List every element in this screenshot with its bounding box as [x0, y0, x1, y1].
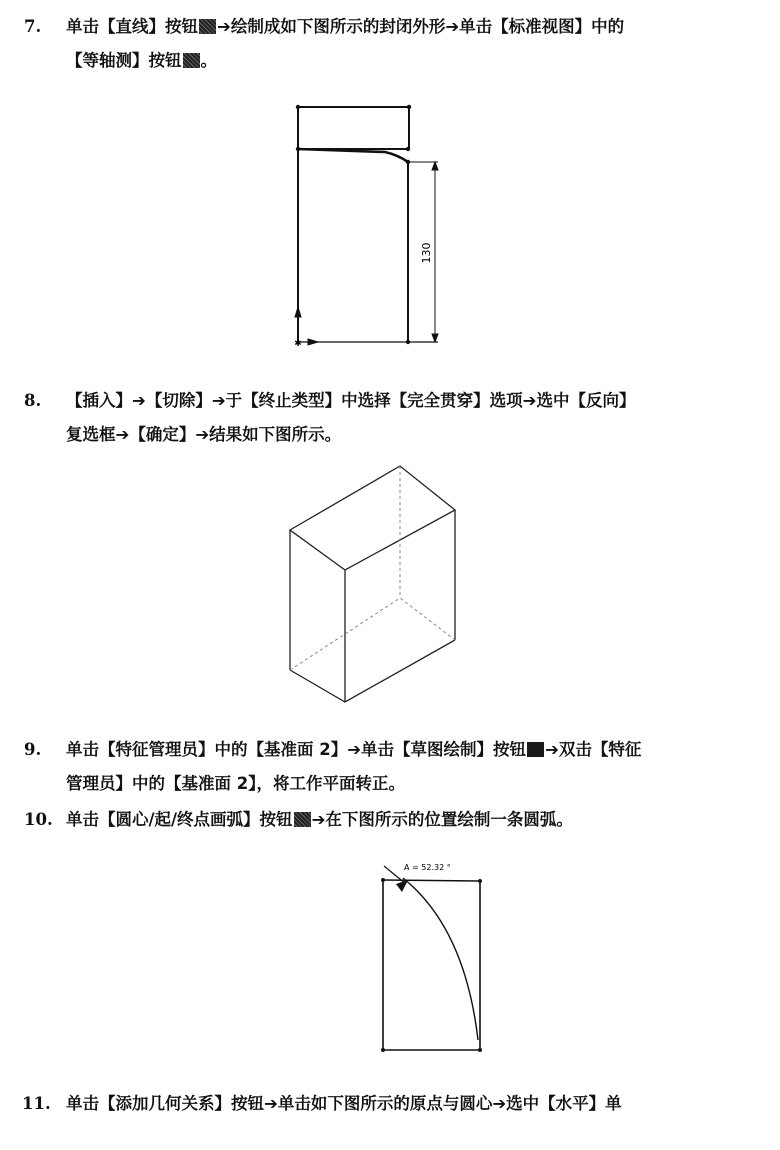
step-text-part: 复选框➔【确定】➔结果如下图所示。: [66, 425, 342, 444]
sketch-tool-icon: [527, 742, 544, 757]
isometric-view-icon: [183, 53, 200, 68]
step-number: 7.: [24, 17, 42, 36]
step-text-part: 单击【特征管理员】中的【基准面 2】➔单击【草图绘制】按钮: [66, 740, 527, 759]
origin-marker-icon: ✱: [294, 339, 302, 349]
drawn-arc: [403, 878, 478, 1040]
step-text: [66, 384, 756, 452]
origin-arrow-up-icon: [295, 307, 301, 317]
sketch-dimension-label: 130: [420, 242, 433, 264]
arc-tool-icon: [294, 812, 311, 827]
box-bottom-edges: [290, 640, 455, 702]
sketch-top-rect: [298, 107, 409, 149]
step-number: 8.: [24, 391, 42, 410]
step-text-part: 管理员】中的【基准面 2】，将工作平面转正。: [66, 774, 405, 793]
step-text: [66, 1087, 756, 1121]
step-text: [66, 10, 756, 78]
dim-arrow-top-icon: [432, 162, 438, 170]
step-text: [66, 803, 756, 837]
box-top-face: [290, 466, 455, 570]
step-text-part: 单击【添加几何关系】按钮➔单击如下图所示的原点与圆心➔选中【水平】单: [66, 1094, 622, 1113]
arc-top-edge: [383, 880, 480, 881]
step-text: [66, 733, 756, 801]
arc-sketch-figure: [370, 858, 510, 1058]
step-number: 11.: [22, 1094, 51, 1113]
step-text-part: ➔在下图所示的位置绘制一条圆弧。: [311, 810, 573, 829]
arc-cursor-icon: [396, 880, 408, 892]
step-text-part: 【等轴测】按钮: [66, 51, 182, 70]
step-text-part: ➔绘制成如下图所示的封闭外形➔单击【标准视图】中的: [217, 17, 625, 36]
arc-pointer-line: [384, 866, 406, 884]
step-number: 9.: [24, 740, 42, 759]
step-text-part: 【插入】➔【切除】➔于【终止类型】中选择【完全贯穿】选项➔选中【反向】: [66, 391, 636, 410]
step-text-part: 单击【圆心/起/终点画弧】按钮: [66, 810, 293, 829]
sketch-curve-edge: [298, 149, 408, 162]
arc-angle-label: A = 52.32 °: [404, 863, 451, 872]
origin-arrow-right-icon: [308, 339, 318, 345]
step-text-part: 。: [200, 51, 217, 70]
dim-arrow-bottom-icon: [432, 334, 438, 342]
step-number: 10.: [24, 810, 53, 829]
isometric-box-figure: [280, 460, 470, 710]
sketch-profile-figure: [280, 95, 460, 355]
box-hidden-bottom: [290, 598, 455, 670]
step-text-part: ➔双击【特征: [545, 740, 642, 759]
step-text-part: 单击【直线】按钮: [66, 17, 198, 36]
line-tool-icon: [199, 19, 216, 34]
